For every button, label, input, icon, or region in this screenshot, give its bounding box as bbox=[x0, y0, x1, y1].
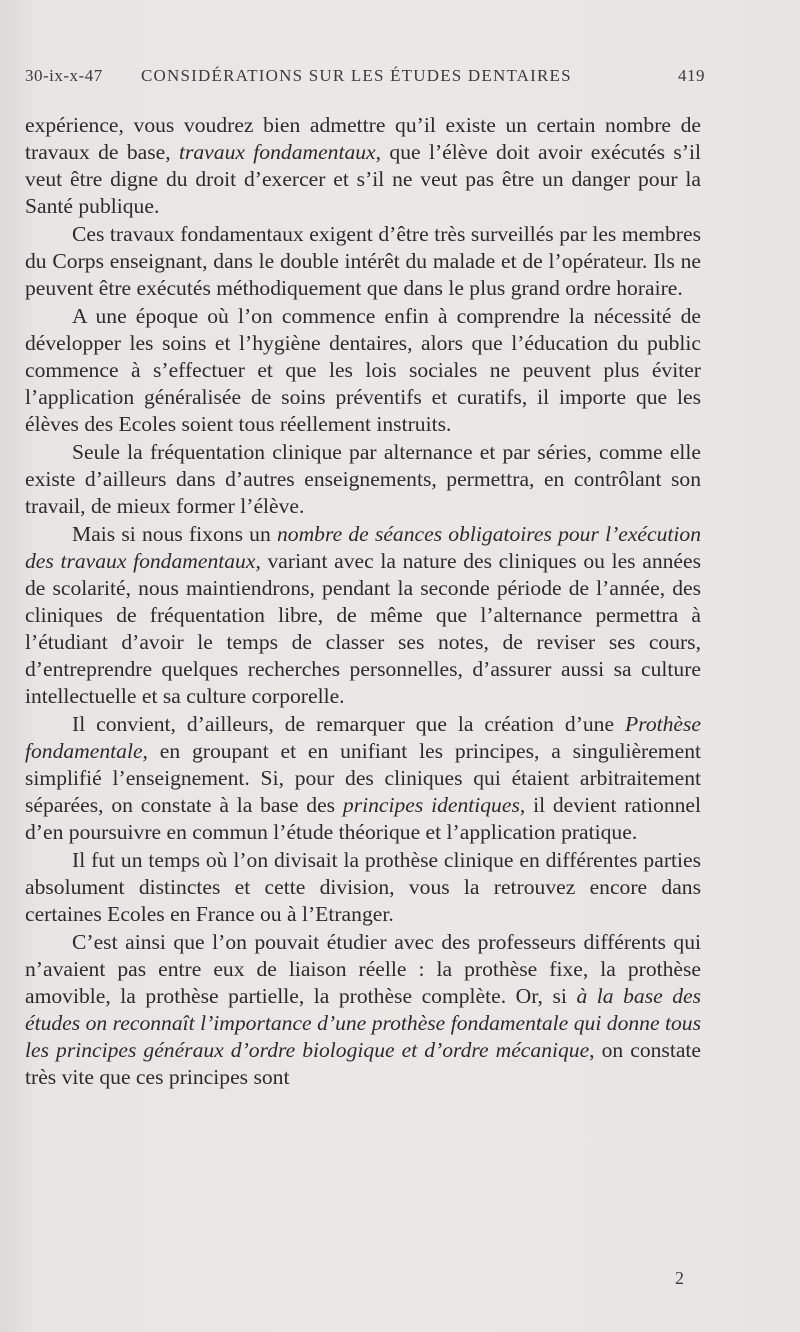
text-run: , on constate très vite que ces principes sont bbox=[25, 1038, 701, 1089]
italic-text: nombre de séances obligatoires pour l’exécution des travaux fondamentaux bbox=[25, 522, 701, 573]
running-header bbox=[25, 66, 705, 90]
text-run: , il devient rationnel d’en poursuivre en commun l’étude théorique et l’application pratique. bbox=[25, 793, 702, 844]
text-run: , que l’élève doit avoir exécutés s’il veut être digne du droit d’exercer et s’il ne veut pas être un danger pour la Santé publique. bbox=[25, 140, 702, 218]
paragraph bbox=[25, 711, 701, 846]
italic-text: à la base des études on reconnaît l’importance d’une prothèse fondamentale qui donne tous les principes généraux d’ordre biologique et d’ordre mécanique bbox=[25, 984, 701, 1062]
text-run: Il convient, d’ailleurs, de remarquer que la création d’une bbox=[72, 712, 626, 736]
paragraph bbox=[25, 847, 701, 928]
italic-text: Prothèse fondamentale bbox=[25, 712, 701, 763]
text-run: Seule la fréquentation clinique par alternance et par séries, comme elle existe d’ailleurs dans d’autres enseignements, permettra, en contrôlant son travail, de mieux former l’élève. bbox=[25, 440, 701, 518]
text-run: A une époque où l’on commence enfin à comprendre la nécessité de développer les soins et l’hygiène dentaires, alors que l’éducation du public commence à s’effectuer et que les lois sociales ne peuvent plus éviter l’application généralisée de soins préventifs et curatifs, il importe que les élèves des Ecoles soient tous réellement instruits. bbox=[25, 304, 701, 436]
text-run: , en groupant et en unifiant les principes, a singulièrement simplifié l’enseignement. Si, pour des cliniques qui étaient arbitraitement séparées, on constate à la base des bbox=[25, 739, 701, 817]
italic-text: travaux fondamentaux bbox=[178, 140, 376, 164]
paragraph bbox=[25, 221, 701, 302]
text-run: expérience, vous voudrez bien admettre qu’il existe un certain nombre de travaux de base, bbox=[25, 113, 701, 164]
signature-mark: 2 bbox=[675, 1268, 684, 1288]
body-text bbox=[25, 112, 701, 1092]
italic-text: principes identiques bbox=[342, 793, 520, 817]
text-run: C’est ainsi que l’on pouvait étudier avec des professeurs différents qui n’avaient pas entre eux de liaison réelle : la prothèse fixe, la prothèse amovible, la prothèse partielle, la prothèse complète. Or, si bbox=[25, 930, 701, 1008]
paragraph bbox=[25, 521, 701, 710]
paragraph bbox=[25, 439, 701, 520]
text-run: Il fut un temps où l’on divisait la prothèse clinique en différentes parties absolument distinctes et cette division, vous la retrouvez encore dans certaines Ecoles en France ou à l’Etranger. bbox=[25, 848, 701, 926]
header-date: 30-ix-x-47 bbox=[25, 66, 103, 85]
text-run: , variant avec la nature des cliniques ou les années de scolarité, nous maintiendrons, pendant la seconde période de l’année, des cliniques de fréquentation libre, de même que l’alternance permettra à l’étudiant d’avoir le temps de classer ses notes, de reviser ses cours, d’entreprendre quelques recherches personnelles, d’assurer aussi sa culture intellectuelle et sa culture corporelle. bbox=[25, 549, 701, 708]
paragraph bbox=[25, 303, 701, 438]
text-run: Mais si nous fixons un bbox=[72, 522, 277, 546]
running-title: CONSIDÉRATIONS SUR LES ÉTUDES DENTAIRES bbox=[141, 66, 572, 85]
paragraph bbox=[25, 112, 701, 220]
page-number: 419 bbox=[678, 66, 705, 85]
paragraph bbox=[25, 929, 701, 1091]
text-run: Ces travaux fondamentaux exigent d’être très surveillés par les membres du Corps enseignant, dans le double intérêt du malade et de l’opérateur. Ils ne peuvent être exécutés méthodiquement que dans le plus grand ordre horaire. bbox=[25, 222, 701, 300]
